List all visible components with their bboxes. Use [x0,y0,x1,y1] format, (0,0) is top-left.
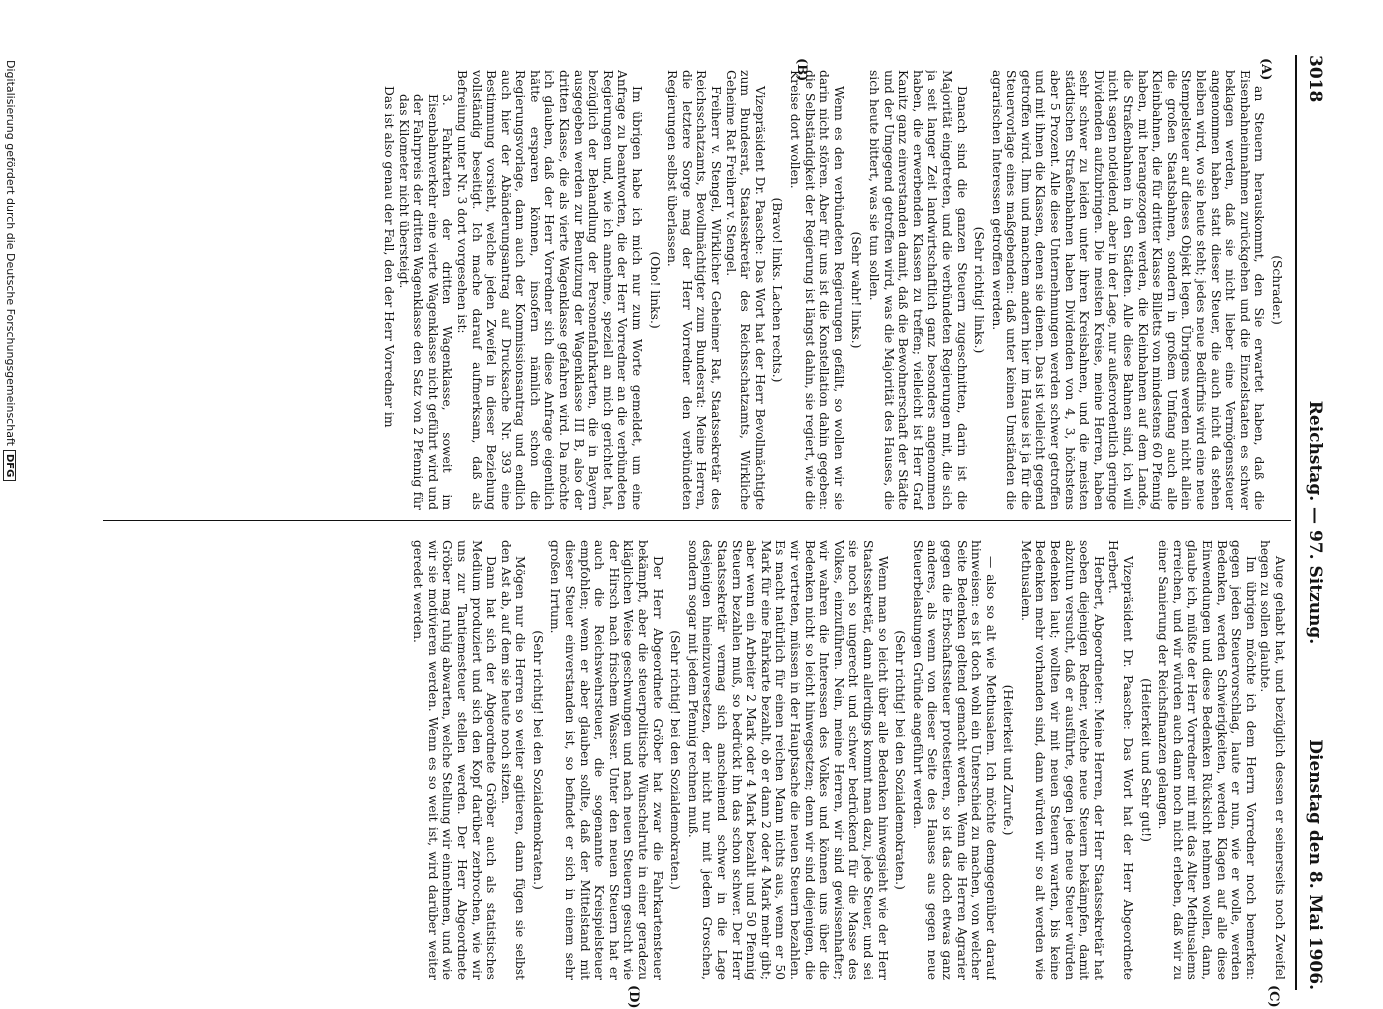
paragraph: Das ist also genau der Fall, den der Herr Vorredner im [381,86,396,428]
paragraph: Im übrigen habe ich mich nur zum Worte gemeldet, um eine Anfrage zu beantworten, die der Herr Vorredner an die verbündeten Regierungen und, wie ich annehme, speziell an mich gerichtet hat, bezüglich der Behandlung der Personenfahrkarten, die in Bayern ausgegeben werden zur Benutzung der Wagenklasse III B, also der dritten Klasse, die als vierte Wagenklasse gefahren wird. Da möchte ich glauben, daß der Herr Vorredner sich diese Anfrage eigentlich hätte ersparen können, insofern nämlich schon die Regierungsvorlage, dann auch der Kommissionsantrag und endlich auch hier der Abänderungsantrag auf Drucksache Nr. 393 eine Bestimmung vorsieht, welche jeden Zweifel in dieser Beziehung vollständig beseitigt. Ich mache darauf aufmerksam, daß als Befreiung unter Nr. 3 dort vorgesehen ist: [454,70,645,510]
interjection: (Sehr richtig! bei den Sozialdemokraten.) [893,630,908,890]
paragraph: Danach sind die ganzen Steuern zugeschnitten, darin ist die Majorität eingetreten, und die verbündeten Regierungen mit, die sich ja seit langer Zeit landwirtschaftlich ganz besonders angenommen haben, die erwerbenden Klassen zu treffen; vielleicht ist Herr Graf Kanitz ganz einverstanden damit, daß die Bewohnerschaft der Städte und der Umgegend getroffen wird, was die Majorität des Hauses, die sich heute bittert, was sie tun sollen. [866,70,969,510]
interjection: (Heiterkeit und Zurufe.) [1001,684,1016,836]
interjection: (Oho! links.) [647,251,662,329]
interjection: (Bravo! links. Lachen rechts.) [770,197,785,383]
margin-marker-a: (A) [1258,58,1273,81]
session-date: Dienstag den 8. Mai 1906. [1305,739,1325,990]
page-number: 3018 [1305,55,1325,103]
paragraph: Herbert, Abgeordneter: Meine Herren, der Herr Staatssekretär hat soeben diejenigen Redner, welche neue Steuern bekämpfen, damit abzutun versucht, daß er ausführte, gegen jede neue Steuer würden Bedenken laut; wollten wir mit neuen Steuern warten, bis keine Bedenken mehr vorhanden sind, dann würden wir so alt werden wie Methusalem. [1018,540,1106,980]
paragraph: Wenn es den verbündeten Regierungen gefällt, so wollen wir sie darin nicht stören. Aber für uns ist die Konstellation dahin gegeben: die Selbständigkeit der Regierung ist längst dahin, sie regiert, wie die Kreise dort wollen. [788,70,846,510]
column-rule [103,520,1291,521]
interjection: (Sehr richtig! links.) [972,226,987,354]
interjection: (Sehr richtig! bei den Sozialdemokraten.) [530,630,545,890]
paragraph: Vizepräsident Dr. Paasche: Das Wort hat der Herr Bevollmächtigte zum Bundesrat, Staatssekretär des Reichsschatzamts, Wirkliche Geheime Rat Freiherr v. Stengel. [723,70,767,510]
paragraph: — also so alt wie Methusalem. Ich möchte demgegenüber darauf hinweisen: es ist doch wohl ein Unterschied zu machen, von welcher Seite Bedenken geltend gemacht werden. Wenn die Herren Agrarier gegen die Erbschaftssteuer protestieren, so ist das doch etwas ganz anderes, als wenn von dieser Seite des Hauses aus gegen neue Steuerbelastungen Gründe angeführt werden. [910,540,998,980]
header-rule [1295,55,1297,990]
paragraph: Vizepräsident Dr. Paasche: Das Wort hat der Herr Abgeordnete Herbert. [1106,540,1136,980]
interjection: (Schrader.) [1270,255,1284,325]
interjection: (Sehr wahr! links.) [849,231,864,349]
paragraph: Wenn man so leicht über alle Bedenken hinwegsieht wie der Herr Staatssekretär, dann allerdings kommt man dazu, jede Steuer, und sei sie noch so ungerecht und schwer bedrückend für die Masse des Volkes, einzuführen. Nein, meine Herren, wir sind gewissenhafter; wir wahren die Interessen des Volkes und können uns über die Bedenken nicht so leicht hinwegsetzen; denn wir sind diejenigen, die wir vertreten, müssen in der Hauptsache die neuen Steuern bezahlen. Es macht natürlich für einen reichen Mann nichts aus, wenn er 50 Mark für eine Fahrkarte bezahlt, ob er dann 2 oder 4 Mark mehr gibt; aber wenn ein Arbeiter 2 Mark oder 4 Mark bezahlt und 50 Pfennig Steuern bezahlen muß, so bedrückt ihn das schon schwer. Der Herr Staatssekretär vermag sich anscheinend schwer in die Lage desjenigen hineinzuversetzen, der nicht nur mit jedem Groschen, sondern sogar mit jedem Pfennig rechnen muß. [685,540,890,980]
right-column [97,540,1287,980]
paragraph: 3. Fahrkarten der dritten Wagenklasse, soweit im Eisenbahnverkehr eine vierte Wagenklasse nicht geführt wird und der Fahrpreis der dritten Wagenklasse den Satz von 2 Pfennig für das Kilometer nicht übersteigt. [396,94,455,510]
paragraph: Der Herr Abgeordnete Gröber hat zwar die Fahrkartensteuer bekämpft, aber die steuerpolitische Wünschelrute in einer geradezu kläglichen Weise geschwungen und nach neuen Steuern gesucht wie der Hirsch nach frischem Wasser. Unter den neuen Steuern hat er auch die Reichswehrsteuer, die sogenannte Kreispielsteuer empfohlen; wenn er aber glauben sollte, daß der Mittelstand mit dieser Steuer einverstanden ist, so befindet er sich in einem sehr großen Irrtum. [548,540,665,980]
paragraph: Auge gehabt hat, und bezüglich dessen er seinerseits noch Zweifel hegen zu sollen glaubte. [1258,540,1287,980]
paragraph: Dann hat sich der Abgeordnete Gröber auch als statistisches Medium produziert und sich den Kopf darüber zerbrochen, wie wir uns zur Tantiemesteuer stellen werden. Der Herr Abgeordnete Gröber mag ruhig abwarten, welche Stellung wir einnehmen, und wie wir sie motivieren werden. Wenn es so weit ist, wird darüber weiter geredet werden. [411,540,499,980]
interjection: (Heiterkeit und Sehr gut!) [1138,678,1153,842]
page-header [1301,55,1325,990]
digitization-footer [3,60,17,1000]
paragraph: Freiherr v. Stengel, Wirklicher Geheimer Rat, Staatssekretär des Reichsschatzamts, Bevollmächtigter zum Bundesrat: Meine Herren, die letztere Sorge mag der Herr Vorredner den verbündeten Regierungen selbst überlassen. [665,70,724,510]
dfg-logo: DFG [3,450,16,481]
margin-marker-b: (B) [794,58,809,82]
paragraph: Mögen nur die Herren so weiter agitieren, dann fügen sie selbst den Ast ab, auf dem sie heute noch sitzen. [498,540,528,980]
running-title: Reichstag. — 97. Sitzung. [1305,400,1325,645]
margin-marker-d: (D) [626,985,641,1009]
left-column [97,70,1287,510]
paragraph: an Steuern herauskommt, den Sie erwartet haben, daß die Eisenbahneinnahmen zurückgehen und die Einzelstaaten es schwer beklagen werden, daß sie nicht lieber eine Vermögenssteuer angenommen haben statt dieser Steuer, die auch nicht da stehen bleiben wird, wo sie heute steht; jedes neue Bedürfnis wird eine neue Stempelsteuer auf dieses Objekt legen. Übrigens werden nicht allein die großen Staatsbahnen, sondern in großem Umfang auch alle Kleinbahnen, die für dritter Klasse Billetts von mindestens 60 Pfennig haben, mit herangezogen werden, die Kleinbahnen auf dem Lande, die Straßenbahnen in den Städten. Alle diese Bahnen sind, ich will nicht sagen notleidend, aber in der Lage, nur außerordentlich geringe Dividenden aufzubringen. Die meisten Kreise, meine Herren, haben sehr schwer zu leiden unter ihren Kreisbahnen, und die meisten städtischen Straßenbahnen haben Dividenden von 4, 3, höchstens aber 5 Prozent. Alle diese Unternehmungen werden schwer getroffen und mit ihnen die Klassen, denen sie dienen. Das ist vielleicht gegend getroffen wird. Ihm und manchem andern hier im Hause ist ja für die Steuervorlage eines maßgebenden: daß unter keinen Umständen die agrarischen Interessen getroffen werden. [989,70,1267,510]
paragraph: Im übrigen möchte ich dem Herrn Vorredner noch bemerken: gegen jeden Steuervorschlag, laute er nun, wie er wolle, werden Bedenken, werden Schwierigkeiten, werden Klagen auf alle diese Einwendungen und diese Bedenken Rücksicht nehmen wollen, dann, glaube ich, müßte der Herr Vorredner mit mit das Alter Methusalems erreichen, und wir würden auch dann noch nicht erleben, daß wir zu einer Sanierung der Reichsfinanzen gelangen. [1156,540,1258,980]
interjection: (Sehr richtig! bei den Sozialdemokraten.) [668,630,683,890]
margin-marker-c: (C) [1266,985,1281,1008]
footer-text: Digitalisierung gefördert durch die Deutsche Forschungsgemeinschaft [4,60,17,446]
